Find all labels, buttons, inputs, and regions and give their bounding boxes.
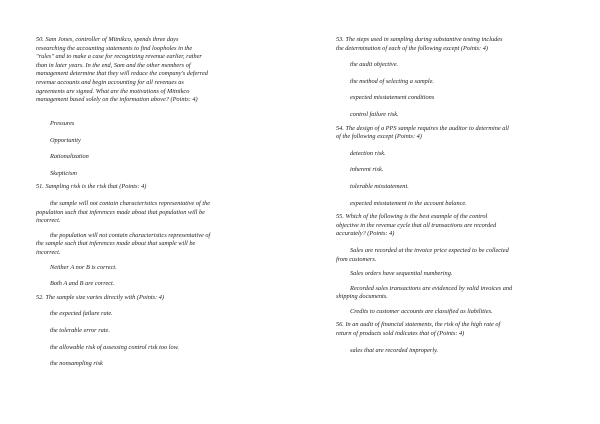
answer-option-line: incorrect. <box>36 217 61 225</box>
answer-option[interactable]: the nonsampling risk <box>50 360 103 368</box>
answer-option-line: shipping documents. <box>336 293 388 301</box>
answer-option-line: population such that inferences made about that population will be <box>36 208 205 216</box>
answer-option[interactable]: the tolerable error rate. <box>50 326 110 334</box>
question-55 <box>336 213 562 239</box>
question-50-line: management determine that they will reduce the company's deferred <box>36 70 208 78</box>
answer-option-line: the population will not contain characteristics representative of <box>50 231 211 239</box>
answer-option[interactable]: the audit objective. <box>350 61 399 69</box>
answer-option[interactable] <box>36 232 269 258</box>
question-53-line: 53. The steps used in sampling during substantive testing includes <box>336 36 503 43</box>
answer-option[interactable]: Pressures <box>50 120 75 127</box>
answer-option[interactable]: expected misstatement in the account balance. <box>350 199 467 207</box>
answer-option[interactable]: the method of selecting a sample. <box>350 77 434 85</box>
question-50-line: revenue accounts and begin accounting for all revenues as <box>36 78 184 86</box>
answer-option-line: Sales are recorded at the invoice price expected to be collected <box>350 246 509 254</box>
answer-option[interactable]: detection risk. <box>350 149 386 157</box>
right-column <box>336 36 562 355</box>
answer-option[interactable]: Neither A nor B is correct. <box>50 263 117 271</box>
question-55-line: 55. Which of the following is the best example of the control <box>336 213 488 221</box>
answer-option[interactable] <box>36 200 269 226</box>
question-56 <box>336 321 562 338</box>
answer-option[interactable]: expected misstatement conditions <box>350 94 435 102</box>
answer-option-line: incorrect. <box>36 248 61 256</box>
answer-option[interactable]: Skepticism <box>50 169 77 177</box>
answer-option[interactable]: Sales orders have sequential numbering. <box>350 270 453 278</box>
answer-option[interactable]: the allowable risk of assessing control risk too low. <box>50 343 179 351</box>
answer-option[interactable]: Rationalization <box>50 153 89 161</box>
answer-option[interactable]: inherent risk. <box>350 166 384 174</box>
answer-option[interactable] <box>336 247 562 264</box>
answer-option-line: the sample will not contain characteristics representative of the <box>50 199 211 207</box>
question-50-line: agreements are signed. What are the motivations of Mitnikco <box>36 87 190 95</box>
answer-option[interactable]: the expected failure rate. <box>50 310 113 318</box>
question-54 <box>336 125 562 142</box>
question-50-line: 50. Sam Jones, controller of Mitnikco, spends three days <box>36 36 179 43</box>
answer-option[interactable] <box>336 285 562 302</box>
question-53-line: the determination of each of the following except (Points: 4) <box>336 44 488 52</box>
answer-option[interactable]: Opportunity <box>50 136 81 144</box>
question-52: 52. The sample size varies directly with (Points: 4) <box>36 293 164 301</box>
question-50-line: researching the accounting statements to find loopholes in the <box>36 44 193 52</box>
question-55-line: objective in the revenue cycle that all transactions are recorded <box>336 221 497 229</box>
answer-option[interactable]: Credits to customer accounts are classified as liabilities. <box>350 307 493 315</box>
answer-option[interactable]: Both A and B are correct. <box>50 280 115 288</box>
question-50-line: management based solely on the information above? (Points: 4) <box>36 96 198 104</box>
answer-option[interactable]: control failure risk. <box>350 110 399 118</box>
answer-option[interactable]: tolerable misstatement. <box>350 182 409 190</box>
question-56-line: return of products sold indicates that of (Points: 4) <box>336 330 465 338</box>
answer-option[interactable]: sales that are recorded improperly. <box>350 346 439 354</box>
question-56-line: 56. In an audit of financial statements, the risk of the high rate of <box>336 321 501 329</box>
left-column <box>36 36 269 369</box>
question-50 <box>36 36 269 113</box>
answer-option-line: the sample such that inferences made about that sample will be <box>36 240 196 248</box>
question-50-line: "rules" and to make a case for recognizing revenue earlier, rather <box>36 53 202 61</box>
question-51: 51. Sampling risk is the risk that (Points: 4) <box>36 183 147 191</box>
question-54-line: of the following except (Points: 4) <box>336 133 422 141</box>
question-54-line: 54. The design of a PPS sample requires the auditor to determine all <box>336 124 509 132</box>
question-55-line: accurately? (Points: 4) <box>336 230 395 238</box>
answer-option-line: Recorded sales transactions are evidenced by valid invoices and <box>350 284 513 292</box>
question-50-line: than in later years. In the end, Sam and the other members of <box>36 61 191 69</box>
question-53 <box>336 36 562 53</box>
answer-option-line: from customers. <box>336 255 377 263</box>
